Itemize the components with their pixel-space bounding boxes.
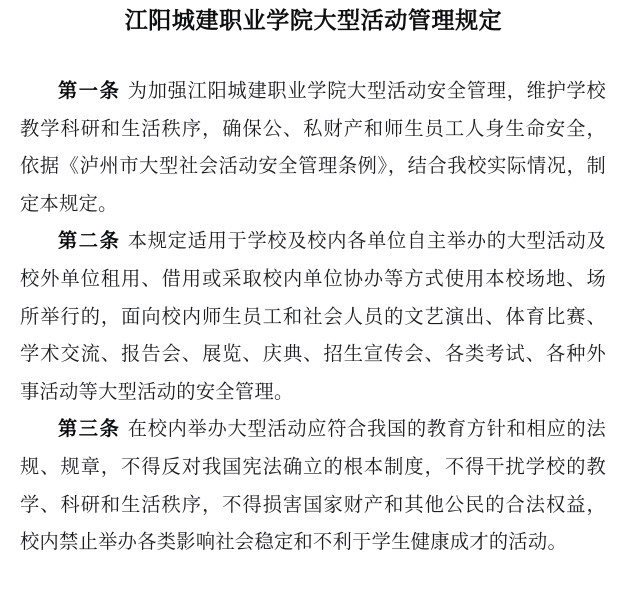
- article-text: 在校内举办大型活动应符合我国的教育方针和相应的法规、规章，不得反对我国宪法确立的根本制度，不得干扰学校的教学、科研和生活秩序，不得损害国家财产和其他公民的合法权益，校内禁止举办各类影响社会稳定和不利于学生健康成才的活动。: [20, 417, 606, 554]
- article-paragraph: [20, 410, 606, 560]
- document-title: 江阳城建职业学院大型活动管理规定: [124, 8, 503, 34]
- article-text: 为加强江阳城建职业学院大型活动安全管理，维护学校教学科研和生活秩序，确保公、私财产和师生员工人身生命安全，依据《泸州市大型社会活动安全管理条例》，结合我校实际情况，制定本规定。: [20, 79, 606, 215]
- article-label: 第三条: [58, 417, 121, 441]
- article-paragraph: [20, 222, 606, 410]
- article-label: 第一条: [58, 79, 121, 102]
- article-label: 第二条: [58, 229, 121, 253]
- document-body: [20, 72, 606, 561]
- article-text: 本规定适用于学校及校内各单位自主举办的大型活动及校外单位租用、借用或采取校内单位协办等方式使用本校场地、场所举行的，面向校内师生员工和社会人员的文艺演出、体育比赛、学术交流、报告会、展览、庆典、招生宣传会、各类考试、各种外事活动等大型活动的安全管理。: [20, 229, 606, 403]
- article-paragraph: [20, 72, 606, 222]
